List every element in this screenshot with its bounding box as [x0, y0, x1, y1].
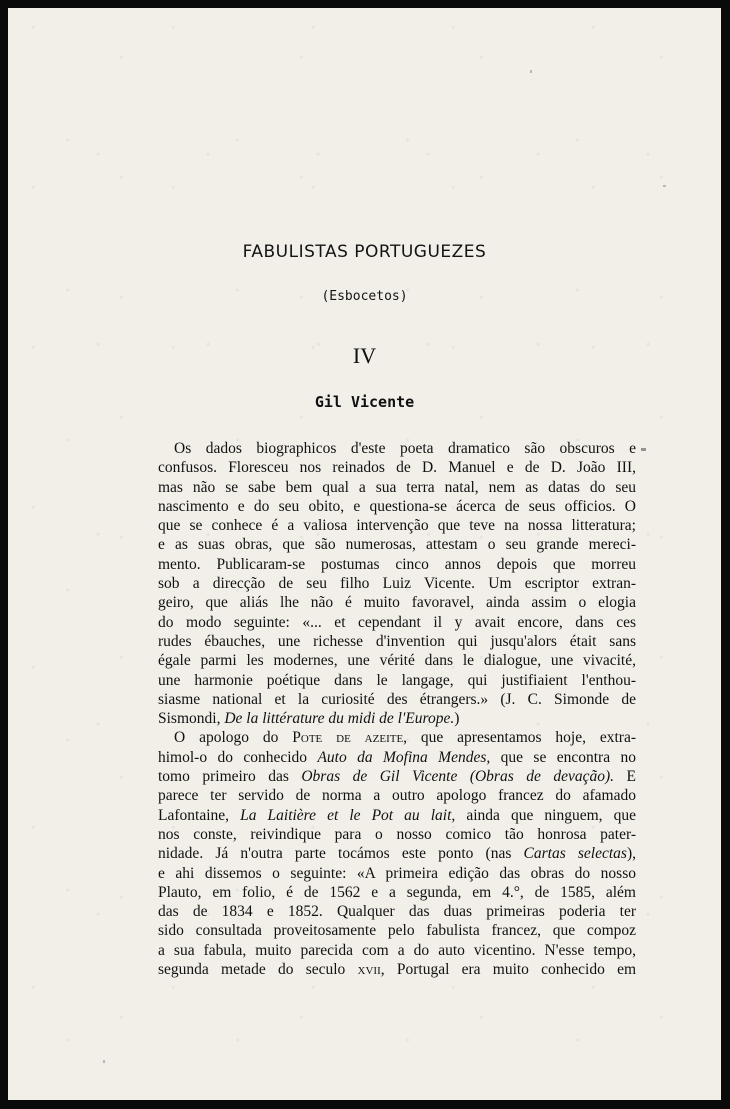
- text-line: sob a direcção de seu filho Luiz Vicente. Um escriptor extran-: [158, 575, 636, 593]
- text-line: Plauto, em folio, é de 1562 e a segunda, em 4.°, de 1585, além: [158, 883, 636, 901]
- paper-speck: [530, 70, 532, 73]
- text-line: siasme national et la curiosité des étrangers.» (J. C. Simonde de: [158, 690, 636, 708]
- page-title: FABULISTAS PORTUGUEZES: [242, 242, 487, 262]
- century-smallcaps: xvii: [357, 961, 381, 979]
- text-line: [158, 806, 636, 825]
- text-fragment: Lafontaine,: [158, 806, 241, 824]
- text-fragment: tomo primeiro das: [158, 768, 302, 786]
- text-line: e ahi dissemos o seguinte: «A primeira edição das obras do nosso: [158, 864, 636, 882]
- text-line: [158, 960, 636, 979]
- text-fragment: , que apresentamos hoje, extra-: [403, 729, 636, 747]
- text-fragment: O apologo do: [174, 729, 293, 747]
- text-fragment: ),: [626, 845, 636, 863]
- text-line: [158, 728, 636, 747]
- paper-speck: [641, 448, 646, 451]
- text-line: parece ter servido de norma a outro apologo francez do afamado: [158, 787, 636, 805]
- text-line: do modo seguinte: «... et cependant il y avait encore, dans ces: [158, 613, 636, 631]
- text-fragment: , Portugal era muito conhecido em: [380, 961, 637, 979]
- text-line: e as suas obras, que são numerosas, attestam o seu grande mereci-: [158, 536, 636, 554]
- text-line: mento. Publicaram-se postumas cinco annos depois que morreu: [158, 555, 636, 573]
- text-line: sido consultada proveitosamente pelo fabulista francez, que compoz: [158, 922, 636, 940]
- text-fragment: himol-o do conhecido: [158, 748, 318, 766]
- text-fragment: Sismondi,: [158, 710, 225, 728]
- book-title-italic: Obras de Gil Vicente (Obras de devação).: [301, 768, 615, 786]
- paper-speck: [663, 185, 666, 187]
- text-line: confusos. Floresceu nos reinados de D. Manuel e de D. João III,: [158, 459, 636, 477]
- chapter-number: IV: [352, 343, 377, 368]
- text-fragment: que se encontra no: [490, 748, 636, 766]
- text-fragment: nidade. Já n'outra parte tocámos este ponto (nas: [158, 845, 524, 863]
- text-line: [158, 767, 636, 786]
- body-text: [158, 439, 636, 979]
- book-title-italic: De la littérature du midi de l'Europe.: [224, 710, 455, 728]
- text-line: [158, 709, 636, 728]
- text-line: Os dados biographicos d'este poeta dramatico são obscuros e: [174, 440, 636, 457]
- text-line: nascimento e do seu obito, e questiona-se ácerca de seus officios. O: [158, 497, 636, 515]
- book-title-italic: Cartas selectas: [523, 845, 627, 863]
- text-line: que se conhece é a valiosa intervenção que teve na nossa litteratura;: [158, 517, 636, 535]
- text-fragment: ): [454, 710, 460, 728]
- text-fragment: segunda metade do seculo: [158, 961, 358, 979]
- text-line: a sua fabula, muito parecida com a do auto vicentino. N'esse tempo,: [158, 941, 636, 959]
- text-line: mas não se sabe bem qual a sua terra natal, nem as datas do seu: [158, 478, 636, 496]
- paper-speck: [103, 1060, 105, 1063]
- text-line: [158, 748, 636, 767]
- text-line: rudes ébauches, une richesse d'invention qui jusqu'alors était sans: [158, 632, 636, 650]
- text-line: nos conste, reivindique para o nosso comico tão honrosa pater-: [158, 825, 636, 843]
- text-fragment: E: [614, 768, 636, 786]
- section-title: Gil Vicente: [314, 393, 415, 411]
- book-page: [8, 8, 721, 1100]
- book-title-italic: Auto da Mofina Mendes,: [317, 748, 491, 766]
- text-line: [158, 844, 636, 863]
- page-subtitle: (Esbocetos): [321, 289, 408, 304]
- book-title-italic: La Laitière et le Pot au lait,: [240, 806, 456, 824]
- text-fragment: ainda que ninguem, que: [455, 806, 636, 824]
- text-line: geiro, que aliás lhe não é muito favoravel, ainda assim o elogia: [158, 594, 636, 612]
- fable-title-smallcaps: Pote de azeite: [292, 729, 404, 747]
- text-line: das de 1834 e 1852. Qualquer das duas primeiras poderia ter: [158, 903, 636, 921]
- text-line: égale parmi les modernes, une vérité dans le dialogue, une vivacité,: [158, 652, 636, 670]
- text-line: une harmonie poétique dans le langage, qui justifiaient l'enthou-: [158, 671, 636, 689]
